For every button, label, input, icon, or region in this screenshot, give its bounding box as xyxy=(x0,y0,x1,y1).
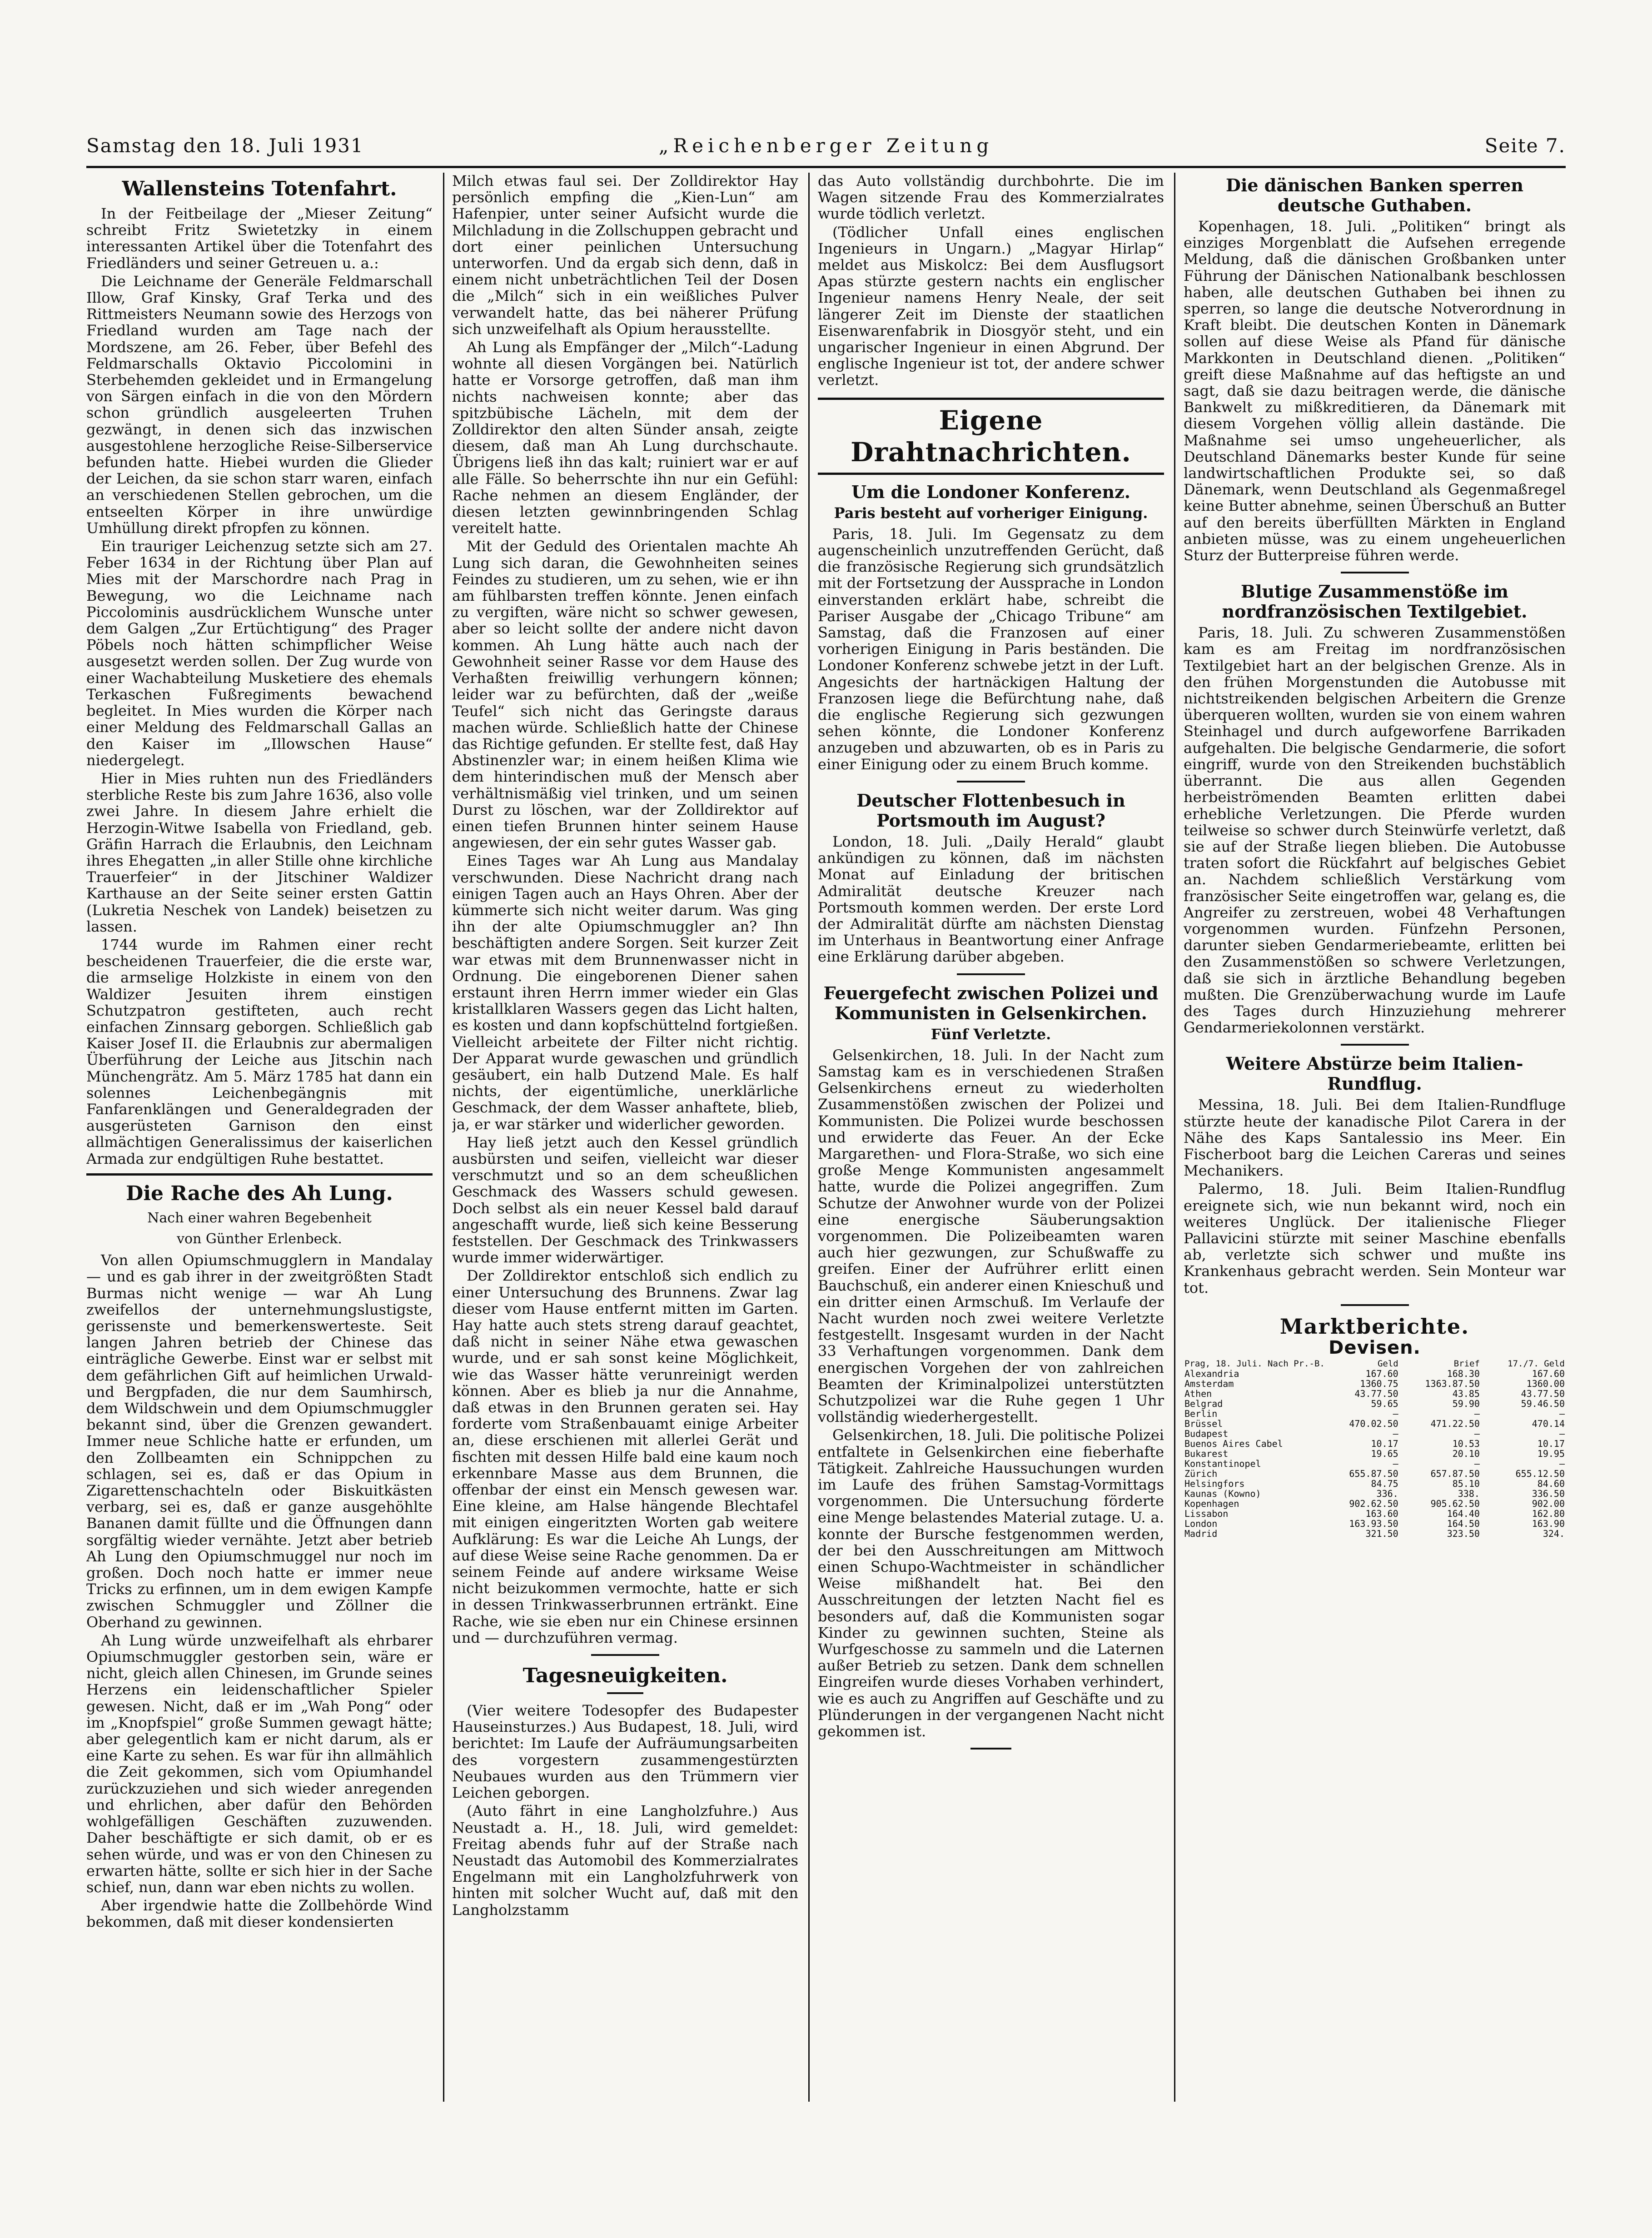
header-date: Samstag den 18. Juli 1931 xyxy=(86,135,364,157)
currency-row xyxy=(1184,1419,1566,1429)
currency-rate: 323.50 xyxy=(1447,1528,1480,1539)
column-2 xyxy=(452,173,798,2102)
currency-rate: 902.62.50 xyxy=(1349,1498,1398,1509)
currency-rate: 168.30 xyxy=(1447,1368,1480,1379)
section-rule xyxy=(591,1654,659,1656)
currency-rate: 321.50 xyxy=(1365,1528,1398,1539)
currency-row xyxy=(1184,1479,1566,1489)
section-headline: Tagesneuigkeiten. xyxy=(522,1664,728,1688)
article-paragraph: Paris, 18. Juli. Im Gegensatz zu dem augenscheinlich unzutreffenden Gerücht, daß die französische Regierung sich grundsätzlich mit der Fortsetzung der Aussprache in London einverstanden erklärt habe, schreibt die Pariser Ausgabe der „Chicago Tribune“ am Samstag, daß die Franzosen auf einer vorherigen Einigung in Paris beständen. Die Londoner Konferenz schwebe jetzt in der Luft. Angesichts der hartnäckigen Haltung der Franzosen liege die Befürchtung nahe, daß die englische Regierung sich gezwungen sehen könnte, die Londoner Konferenz anzugeben und abzuwarten, ob es in Paris zu einer Einigung oder zu einem Bruch komme. xyxy=(818,525,1164,773)
currency-rate: 471.22.50 xyxy=(1430,1418,1480,1429)
column-rule xyxy=(1174,173,1175,2102)
article-paragraph: Hay ließ jetzt auch den Kessel gründlich ausbürsten und seifen, vielleicht war dieser verschmutzt und so an dem scheußlichen Geschmack des Wassers schuld gewesen. Doch selbst als ein neuer Kessel bald darauf angeschafft wurde, ließ sich keine Besserung feststellen. Der Geschmack des Trinkwassers wurde immer widerwärtiger. xyxy=(452,1133,798,1266)
currency-rate: 164.40 xyxy=(1447,1508,1480,1519)
currency-row xyxy=(1184,1389,1566,1399)
currency-row xyxy=(1184,1399,1566,1409)
article-paragraph: Die Leichname der Generäle Feldmarschall Illow, Graf Kinsky, Graf Terka und des Rittmeisters Neumann sowie des Herzogs von Friedland wurden am Tage nach der Mordszene, am 26. Feber, über Befehl des Feldmarschalls Oktavio Piccolomini in Sterbehemden gekleidet und in Ermangelung von Särgen einfach in die von den Mördern schon gründlich ausgeleerten Truhen gezwängt, in denen sich das inzwischen ausgestohlene herzogliche Reise-Silberservice befunden hatte. Hiebei wurden die Glieder der Leichen, da sie schon starr waren, einfach an verschiedenen Stellen gebrochen, um die entseelten Körper in ihre unwürdige Umhüllung direkt pfropfen zu können. xyxy=(86,272,433,537)
currency-rate: 43.85 xyxy=(1452,1388,1480,1399)
currency-table xyxy=(1184,1359,1566,1539)
section-rule xyxy=(1341,1304,1409,1306)
currency-rate: 655.12.50 xyxy=(1515,1468,1565,1479)
currency-name: Berlin xyxy=(1184,1408,1218,1419)
currency-name: Lissabon xyxy=(1184,1508,1229,1519)
article-paragraph: Eines Tages war Ah Lung aus Mandalay verschwunden. Diese Nachricht drang nach einigen Tagen auch an Hays Ohren. Aber der kümmerte sich nicht weiter darum. Was ging ihn der alte Opiumschmuggler an? Ihn beschäftigten andere Sorgen. Seit kurzer Zeit war etwas mit dem Brunnenwasser nicht in Ordnung. Die eingeborenen Diener sahen erstaunt ihren Herrn immer wieder ein Glas kristallklaren Wassers gegen das Licht halten, es kosten und dann kopfschüttelnd fortgießen. Vielleicht arbeitete der Filter nicht richtig. Der Apparat wurde gewaschen und gründlich gesäubert, ein halb Dutzend Male. Es half nichts, der eigentümliche, unerklärliche Geschmack, der dem Wasser anhaftete, blieb, ja, er war stärker und widerlicher geworden. xyxy=(452,852,798,1133)
currency-rate: 43.77.50 xyxy=(1521,1388,1565,1399)
currency-rate: 336.50 xyxy=(1532,1488,1565,1499)
currency-row xyxy=(1184,1429,1566,1439)
currency-name: Amsterdam xyxy=(1184,1378,1234,1389)
currency-rate: 10.53 xyxy=(1452,1438,1480,1449)
currency-header-cell: 17./7. Geld xyxy=(1508,1358,1565,1369)
currency-rate: 336. xyxy=(1376,1488,1398,1499)
currency-name: Athen xyxy=(1184,1388,1212,1399)
section-rule xyxy=(86,1173,433,1176)
section-rule xyxy=(607,1692,643,1694)
currency-rate: 163.90 xyxy=(1532,1518,1565,1529)
article-paragraph: Paris, 18. Juli. Zu schweren Zusammenstößen kam es am Freitag im nordfranzösischen Textilgebiet hart an der belgischen Grenze. Als in den frühen Morgenstunden die Autobusse mit nichtstreikenden belgischen Arbeitern die Grenze überqueren wollten, wurden sie von einem wahren Steinhagel und durch aufgeworfene Barrikaden aufgehalten. Die belgische Gendarmerie, die sofort eingriff, wurde von den Streikenden buchstäblich überrannt. Die aus allen Gegenden herbeiströmenden Beamten erlitten dabei erhebliche Verletzungen. Die Pferde wurden teilweise so schwer durch Steinwürfe verletzt, daß sie auf der Straße liegen blieben. Die Autobusse traten sofort die Rückfahrt auf belgisches Gebiet an. Nachdem schließlich Verstärkung vom französischer Seite eingetroffen war, gelang es, die Angreifer zu zerstreuen, wobei 48 Verhaftungen vorgenommen wurden. Fünfzehn Personen, darunter sieben Gendarmeriebeamte, erlitten bei den Zusammenstößen so schwere Verletzungen, daß sie sich in ärztliche Behandlung begeben mußten. Die Grenzüberwachung wurde im Laufe des Tages durch Hinzuziehung mehrerer Gendarmeriekolonnen verstärkt. xyxy=(1184,624,1566,1037)
article-paragraph: Ein trauriger Leichenzug setzte sich am 27. Feber 1634 in der Richtung über Plan auf Mies mit der Marschordre nach Prag in Bewegung, wo die Leichname nach Piccolominis ausdrücklichem Wunsche unter dem Galgen „Zur Ertüchtigung“ des Prager Pöbels noch hätten schimpflicher Weise ausgesetzt werden sollen. Der Zug wurde von einer Wachabteilung Musketiere des ehemals Terkaschen Fußregiments bewachend begleitet. In Mies wurden die Körper nach einer Meldung des Feldmarschall Gallas an den Kaiser im „Illowschen Hause“ niedergelegt. xyxy=(86,538,433,769)
currency-row xyxy=(1184,1529,1566,1539)
column-4 xyxy=(1184,173,1566,2102)
currency-rate: — xyxy=(1474,1408,1480,1419)
article-paragraph: Von allen Opiumschmugglern in Mandalay — und es gab ihrer in der zweitgrößten Stadt Burmas nicht wenige — war Ah Lung zweifellos der unternehmungslustigste, gerissenste und bemerkenswerteste. Seit langen Jahren betrieb der Chinese das einträgliche Gewerbe. Einst war er selbst mit dem gefährlichen Gift auf heimlichen Urwald- und Bergpfaden, die nur dem Saumhirsch, dem Wildschwein und dem Opiumschmuggler bekannt sind, über die Grenzen gewandert. Immer neue Schliche hatte er erfunden, um den Zollbeamten ein Schnippchen zu schlagen, sei es, daß er das Opium in Zigarettenschachteln oder Biskuitkästen verbarg, sei es, daß er ganze ausgehöhlte Bananen damit füllte und die Öffnungen dann sorgfältig wieder vernähte. Jetzt aber betrieb Ah Lung den Opiumschmuggel nur noch im großen. Doch noch hatte er immer neue Tricks zu erfinnen, um in dem ewigen Kampfe zwischen Schmuggler und Zöllner die Oberhand zu gewinnen. xyxy=(86,1251,433,1631)
article-subtitle: Nach einer wahren Begebenheit xyxy=(147,1210,372,1226)
article-headline: Weitere Abstürze beim Italien-Rundflug. xyxy=(1226,1053,1523,1094)
currency-rate: 324. xyxy=(1543,1528,1565,1539)
currency-rate: 1363.87.50 xyxy=(1425,1378,1480,1389)
currency-name: Bukarest xyxy=(1184,1448,1229,1459)
column-rule xyxy=(443,173,444,2102)
article-subtitle: Paris besteht auf vorheriger Einigung. xyxy=(834,504,1148,522)
currency-rate: 10.17 xyxy=(1371,1438,1398,1449)
currency-rate: — xyxy=(1559,1458,1565,1469)
article-paragraph: Kopenhagen, 18. Juli. „Politiken“ bringt als einziges Morgenblatt die Aufsehen erregende Meldung, daß die dänischen Großbanken unter Führung der Dänischen Nationalbank beschlossen haben, alle deutschen Guthaben bei ihnen zu sperren, so lange die deutsche Notverordnung in Kraft bleibt. Die deutschen Konten in Dänemark sollen auf diese Weise als Pfand für dänische Markkonten in Deutschland dienen. „Politiken“ greift diese Maßnahme auf das heftigste an und sagt, daß sie dazu beitragen werde, die dänische Bankwelt zu mißkreditieren, da Dänemark mit diesem Vorgehen völlig allein dastände. Die Maßnahme sei umso ungeheuerlicher, als Deutschland Dänemarks bester Kunde für seine landwirtschaftlichen Produkte sei, so daß Dänemark, wenn Deutschland als Gegenmaßregel keine Butter abnehme, seinen Überschuß an Butter auf den bereits überfüllten Märkten in England anbieten müsse, was zu einem ungeheuerlichen Sturz der Butterpreise führen werde. xyxy=(1184,218,1566,564)
currency-row xyxy=(1184,1439,1566,1449)
currency-row xyxy=(1184,1459,1566,1469)
article-paragraph: Aber irgendwie hatte die Zollbehörde Wind bekommen, daß mit dieser kondensierten xyxy=(86,1897,433,1931)
currency-name: Kopenhagen xyxy=(1184,1498,1239,1509)
article-byline: von Günther Erlenbeck. xyxy=(177,1231,342,1247)
currency-name: Budapest xyxy=(1184,1428,1229,1439)
article-headline: Um die Londoner Konferenz. xyxy=(851,481,1130,502)
currency-name: Brüssel xyxy=(1184,1418,1223,1429)
article-paragraph: Hier in Mies ruhten nun des Friedländers sterbliche Reste bis zum Jahre 1636, also volle zwei Jahre. In diesem Jahre erhielt die Herzogin-Witwe Isabella von Friedland, geb. Gräfin Harrach die Erlaubnis, den Leichnam ihres Ehegatten „in aller Stille ohne kirchliche Trauerfeier“ in der Jitschiner Waldizer Karthause an der Seite seiner ersten Gattin (Lukretia Neschek von Landek) beisetzen zu lassen. xyxy=(86,769,433,935)
section-rule xyxy=(1341,1044,1409,1046)
header-rule xyxy=(86,166,1566,168)
currency-name: Buenos Aires Cabel xyxy=(1184,1438,1283,1449)
article-paragraph: 1744 wurde im Rahmen einer recht bescheidenen Trauerfeier, die die erste war, die armselige Holzkiste in einem von den Waldizer Jesuiten ihrem einstigen Schutzpatron gestifteten, auch recht einfachen Zinnsarg geborgen. Schließlich gab Kaiser Josef II. die Erlaubnis zur abermaligen Überführung der Leiche aus Jitschin nach Münchengrätz. Am 5. März 1785 hat dann ein solennes Leichenbegängnis mit Fanfarenklängen und Generaldegraden der ausgerüsteten Garnison den einst allmächtigen Generalissimus der kaiserlichen Armada zur endgültigen Ruhe bestattet. xyxy=(86,936,433,1167)
currency-rate: 167.60 xyxy=(1532,1368,1565,1379)
article-paragraph: Gelsenkirchen, 18. Juli. Die politische Polizei entfaltete in Gelsenkirchen eine fieberhafte Tätigkeit. Zahlreiche Haussuchungen wurden im Laufe des frühen Samstag-Vormittags vorgenommen. Die Untersuchung förderte eine Menge belastendes Material zutage. U. a. konnte der Bursche festgenommen werden, der bei den Ausschreitungen am Mittwoch einen Schupo-Wachtmeister in schändlicher Weise mißhandelt hat. Bei den Ausschreitungen der letzten Nacht fiel es besonders auf, daß die Kommunisten sogar Kinder zu gewinnen suchten, Steine als Wurfgeschosse zu sammeln und die Laternen außer Betrieb zu setzen. Dank dem schnellen Eingreifen wurde dieses Vorhaben verhindert, wie es auch zu Angriffen auf Geschäfte und zu Plünderungen in der vergangenen Nacht nicht gekommen ist. xyxy=(818,1426,1164,1740)
currency-name: Alexandria xyxy=(1184,1368,1239,1379)
currency-rate: 59.46.50 xyxy=(1521,1398,1565,1409)
currency-rate: 1360.75 xyxy=(1360,1378,1398,1389)
currency-rate: 85.10 xyxy=(1452,1478,1480,1489)
currency-rate: 84.60 xyxy=(1537,1478,1565,1489)
currency-rate: 162.80 xyxy=(1532,1508,1565,1519)
article-subtitle: Fünf Verletzte. xyxy=(930,1025,1051,1043)
currency-rate: 10.17 xyxy=(1537,1438,1565,1449)
article-paragraph: Palermo, 18. Juli. Beim Italien-Rundflug ereignete sich, wie nun bekannt wird, noch ein weiteres Unglück. Der italienische Flieger Pallavicini stürzte mit seiner Maschine ebenfalls ab, verletzte sich schwer und mußte ins Krankenhaus gebracht werden. Sein Monteur war tot. xyxy=(1184,1180,1566,1296)
article-paragraph: Der Zolldirektor entschloß sich endlich zu einer Untersuchung des Brunnens. Zwar lag dieser vom Hause entfernt mitten im Garten. Hay hatte auch stets streng darauf geachtet, daß nicht in seiner Nähe etwa gewaschen wurde, und er sah sonst keine Möglichkeit, wie das Wasser hätte verunreinigt werden können. Aber es blieb ja nur die Annahme, daß etwas in den Brunnen geraten sei. Hay forderte vom Straßenbauamt einige Arbeiter an, diese erschienen mit allerlei Gerät und fischten mit dessen Hilfe bald eine kaum noch erkennbare Masse aus dem Brunnen, die offenbar der einst ein Mensch gewesen war. Eine kleine, am Halse hängende Blechtafel mit einigen eingeritzten Worten gab weitere Aufklärung: Es war die Leiche Ah Lungs, der auf diese Weise seine Rache genommen. Da er seinem Feinde auf andere wirksame Weise nicht beizukommen vermochte, hatte er sich in dessen Trinkwasserbrunnen ertränkt. Eine Rache, wie sie eben nur ein Chinese ersinnen und — durchzuführen vermag. xyxy=(452,1267,798,1646)
currency-name: Madrid xyxy=(1184,1528,1218,1539)
article-headline: Die dänischen Banken sperren deutsche Guthaben. xyxy=(1226,175,1523,215)
currency-rate: — xyxy=(1474,1428,1480,1439)
currency-rate: 902.00 xyxy=(1532,1498,1565,1509)
column-rule xyxy=(808,173,810,2102)
currency-rate: 163.60 xyxy=(1365,1508,1398,1519)
section-rule xyxy=(1341,572,1409,573)
currency-rate: 905.62.50 xyxy=(1430,1498,1480,1509)
currency-rate: — xyxy=(1393,1458,1398,1469)
currency-name: Helsingfors xyxy=(1184,1478,1245,1489)
currency-row xyxy=(1184,1509,1566,1519)
currency-name: Kaunas (Kowno) xyxy=(1184,1488,1261,1499)
article-headline: Wallensteins Totenfahrt. xyxy=(122,177,397,200)
article-paragraph: das Auto vollständig durchbohrte. Die im Wagen sitzende Frau des Kommerzialrates wurde tödlich verletzt. xyxy=(818,173,1164,223)
currency-rate: — xyxy=(1474,1458,1480,1469)
currency-row xyxy=(1184,1489,1566,1499)
article-headline: Die Rache des Ah Lung. xyxy=(126,1181,393,1205)
currency-row xyxy=(1184,1409,1566,1419)
currency-row xyxy=(1184,1469,1566,1479)
currency-row xyxy=(1184,1449,1566,1459)
currency-rate: 657.87.50 xyxy=(1430,1468,1480,1479)
page-header xyxy=(86,135,1566,166)
currency-name: Konstantinopel xyxy=(1184,1458,1261,1469)
currency-row xyxy=(1184,1379,1566,1389)
currency-rate: 20.10 xyxy=(1452,1448,1480,1459)
article-paragraph: Messina, 18. Juli. Bei dem Italien-Rundfluge stürzte heute der kanadische Pilot Carera in der Nähe des Kaps Santalessio ins Meer. Ein Fischerboot barg die Leichen Careras und seines Mechanikers. xyxy=(1184,1096,1566,1180)
currency-name: Belgrad xyxy=(1184,1398,1223,1409)
currency-rate: 164.50 xyxy=(1447,1518,1480,1529)
currency-rate: 1360.00 xyxy=(1526,1378,1565,1389)
section-rule xyxy=(957,973,1025,975)
article-headline: Deutscher Flottenbesuch in Portsmouth im August? xyxy=(856,790,1125,831)
currency-name: London xyxy=(1184,1518,1218,1529)
currency-rate: — xyxy=(1559,1428,1565,1439)
currency-header-cell: Brief xyxy=(1453,1358,1480,1369)
column-1 xyxy=(86,173,433,2102)
article-paragraph: Gelsenkirchen, 18. Juli. In der Nacht zum Samstag kam es in verschiedenen Straßen Gelsenkirchens erneut zu wiederholten Zusammenstößen zwischen der Polizei und Kommunisten. Die Polizei wurde beschossen und erwiderte das Feuer. An der Ecke Margarethen- und Flora-Straße, wo sich eine große Menge Kommunisten angesammelt hatte, wurde die Polizei angegriffen. Zum Schutze der Anwohner wurde von der Polizei eine energische Säuberungsaktion vorgenommen. Die Polizeibeamten waren auch hier gezwungen, zur Schußwaffe zu greifen. Einer der Aufrührer erlitt einen Bauchschuß, ein anderer einen Knieschuß und ein dritter einen Armschuß. Im Verlaufe der Nacht wurden noch zwei weitere Verletzte festgestellt. Insgesamt wurden in der Nacht 33 Verhaftungen vorgenommen. Dank dem energischen Vorgehen der von zahlreichen Beamten der Kriminalpolizei unterstützten Schutzpolizei war die Ruhe gegen 1 Uhr vollständig wiederhergestellt. xyxy=(818,1046,1164,1426)
news-item: (Vier weitere Todesopfer des Budapester Hauseinsturzes.) Aus Budapest, 18. Juli, wird berichtet: Im Laufe der Aufräumungsarbeiten des vorgestern zusammengestürzten Neubaues wurden aus den Trümmern vier Leichen geborgen. xyxy=(452,1702,798,1802)
currency-header-cell: Prag, 18. Juli. Nach Pr.-B. xyxy=(1184,1358,1325,1369)
header-masthead: „Reichenberger Zeitung xyxy=(658,135,994,157)
article-paragraph: London, 18. Juli. „Daily Herald“ glaubt ankündigen zu können, daß im nächsten Monat auf Einladung der britischen Admiralität deutsche Kreuzer nach Portsmouth kommen werden. Der erste Lord der Admiralität dürfte am nächsten Dienstag im Unterhaus in Beantwortung einer Anfrage eine Erklärung darüber abgeben. xyxy=(818,832,1164,966)
news-item: (Tödlicher Unfall eines englischen Ingenieurs in Ungarn.) „Magyar Hirlap“ meldet aus Miskolcz: Bei dem Ausflugsort Apas stürzte gestern nachts ein englischer Ingenieur namens Henry Neale, der seit längerer Zeit im Dienste der staatlichen Eisenwarenfabrik in Diosgyör steht, und ein ungarischer Ingenieur in einen Abgrund. Der englische Ingenieur ist tot, der andere schwer verletzt. xyxy=(818,223,1164,389)
currency-rate: 59.90 xyxy=(1452,1398,1480,1409)
currency-header-cell: Geld xyxy=(1377,1358,1398,1369)
article-headline: Blutige Zusammenstöße im nordfranzösischen Textilgebiet. xyxy=(1222,581,1528,622)
currency-rate: — xyxy=(1559,1408,1565,1419)
article-paragraph: Ah Lung würde unzweifelhaft als ehrbarer Opiumschmuggler gestorben sein, wäre er nicht, gleich allen Chinesen, im Grunde seines Herzens ein leidenschaftlicher Spieler gewesen. Nicht, daß er im „Wah Pong“ oder im „Knopfspiel“ große Summen gewagt hätte; aber gelegentlich kam er nicht darum, als er eine Karte zu sehen. Es war für ihn allmählich die Zeit gekommen, sich vom Opiumhandel zurückzuziehen und sich wieder anregenden und ehrlichen, aber dafür den Behörden wohlgefälligen Geschäften zuzuwenden. Daher beschäftigte er sich damit, ob er es sehen würde, und was er von den Chinesen zu erwarten hätte, sollte er sich hier in der Sache schief, nun, dann war eben nichts zu wollen. xyxy=(86,1631,433,1896)
section-rule xyxy=(970,1748,1011,1750)
section-rule xyxy=(957,781,1025,783)
article-paragraph: In der Feitbeilage der „Mieser Zeitung“ schreibt Fritz Swietetzky in einem interessanten Artikel über die Totenfahrt des Friedländers und seiner Getreuen u. a.: xyxy=(86,205,433,272)
currency-row xyxy=(1184,1519,1566,1529)
market-report-title: Marktberichte. xyxy=(1279,1314,1470,1339)
currency-table-header xyxy=(1184,1359,1566,1369)
currency-section-title: Devisen. xyxy=(1329,1337,1421,1358)
currency-rate: 19.65 xyxy=(1371,1448,1398,1459)
currency-rate: 167.60 xyxy=(1365,1368,1398,1379)
currency-rate: 655.87.50 xyxy=(1349,1468,1398,1479)
news-item: (Auto fährt in eine Langholzfuhre.) Aus Neustadt a. H., 18. Juli, wird gemeldet: Freitag abends fuhr auf der Straße nach Neustadt das Automobil des Kommerzialrates Engelmann mit ein Langholzfuhrwerk von hinten mit solcher Wucht auf, daß mit den Langholzstamm xyxy=(452,1802,798,1919)
section-headline: Eigene Drahtnachrichten. xyxy=(851,404,1131,468)
article-paragraph: Mit der Geduld des Orientalen machte Ah Lung sich daran, die Gewohnheiten seines Feindes zu studieren, um zu sehen, wie er ihn am fühlbarsten treffen könnte. Jenen einfach zu vergiften, wäre nicht so schwer gewesen, aber so leicht sollte der andere nicht davon kommen. Ah Lung hätte auch nach der Gewohnheit seiner Rasse vor dem Hause des Verhaßten freiwillig verhungern können; leider war zu befürchten, daß der „weiße Teufel“ sich nicht das Geringste daraus machen würde. Schließlich hatte der Chinese das Richtige gefunden. Er stellte fest, daß Hay Abstinenzler war; in einem heißen Klima wie dem hinterindischen muß der Mensch aber verhältnismäßig viel trinken, und um seinen Durst zu löschen, war der Zolldirektor auf einen tiefen Brunnen hinter seinem Hause angewiesen, der ein sehr gutes Wasser gab. xyxy=(452,538,798,852)
currency-rate: 470.02.50 xyxy=(1349,1418,1398,1429)
article-headline: Feuergefecht zwischen Polizei und Kommunisten in Gelsenkirchen. xyxy=(823,982,1159,1023)
currency-rate: 163.93.50 xyxy=(1349,1518,1398,1529)
currency-rate: — xyxy=(1393,1408,1398,1419)
section-banner xyxy=(818,398,1164,475)
currency-rate: 43.77.50 xyxy=(1354,1388,1398,1399)
currency-rate: 338. xyxy=(1458,1488,1480,1499)
column-3 xyxy=(818,173,1164,2102)
article-paragraph: Milch etwas faul sei. Der Zolldirektor Hay persönlich empfing die „Kien-Lun“ am Hafenpier, unter seiner Aufsicht wurde die Milchladung in die Zollschuppen gebracht und dort einer peinlichen Untersuchung unterworfen. Und da ergab sich denn, daß in einem nicht unbeträchtlichen Teil der Dosen die „Milch“ sich in ein weißliches Pulver verwandelt hatte, das bei näherer Prüfung sich unzweifelhaft als Opium herausstellte. xyxy=(452,173,798,338)
currency-rate: 84.75 xyxy=(1371,1478,1398,1489)
currency-rate: 470.14 xyxy=(1532,1418,1565,1429)
currency-rate: 59.65 xyxy=(1371,1398,1398,1409)
article-paragraph: Ah Lung als Empfänger der „Milch“-Ladung wohnte all diesen Vorgängen bei. Natürlich hatte er Vorsorge getroffen, daß man ihm nichts nachweisen konnte; aber das spitzbübische Lächeln, mit dem der Zolldirektor den alten Sünder ansah, zeigte diesem, daß man Ah Lung durchschaute. Übrigens ließ ihn das kalt; ruiniert war er auf alle Fälle. So beherrschte ihn nur ein Gefühl: Rache nehmen an diesem Engländer, der diesen letzten gewinnbringenden Schlag vereitelt hatte. xyxy=(452,339,798,537)
header-page-number: Seite 7. xyxy=(1484,135,1566,157)
currency-row xyxy=(1184,1499,1566,1509)
currency-name: Zürich xyxy=(1184,1468,1218,1479)
currency-rate: — xyxy=(1393,1428,1398,1439)
currency-row xyxy=(1184,1369,1566,1379)
currency-rate: 19.95 xyxy=(1537,1448,1565,1459)
